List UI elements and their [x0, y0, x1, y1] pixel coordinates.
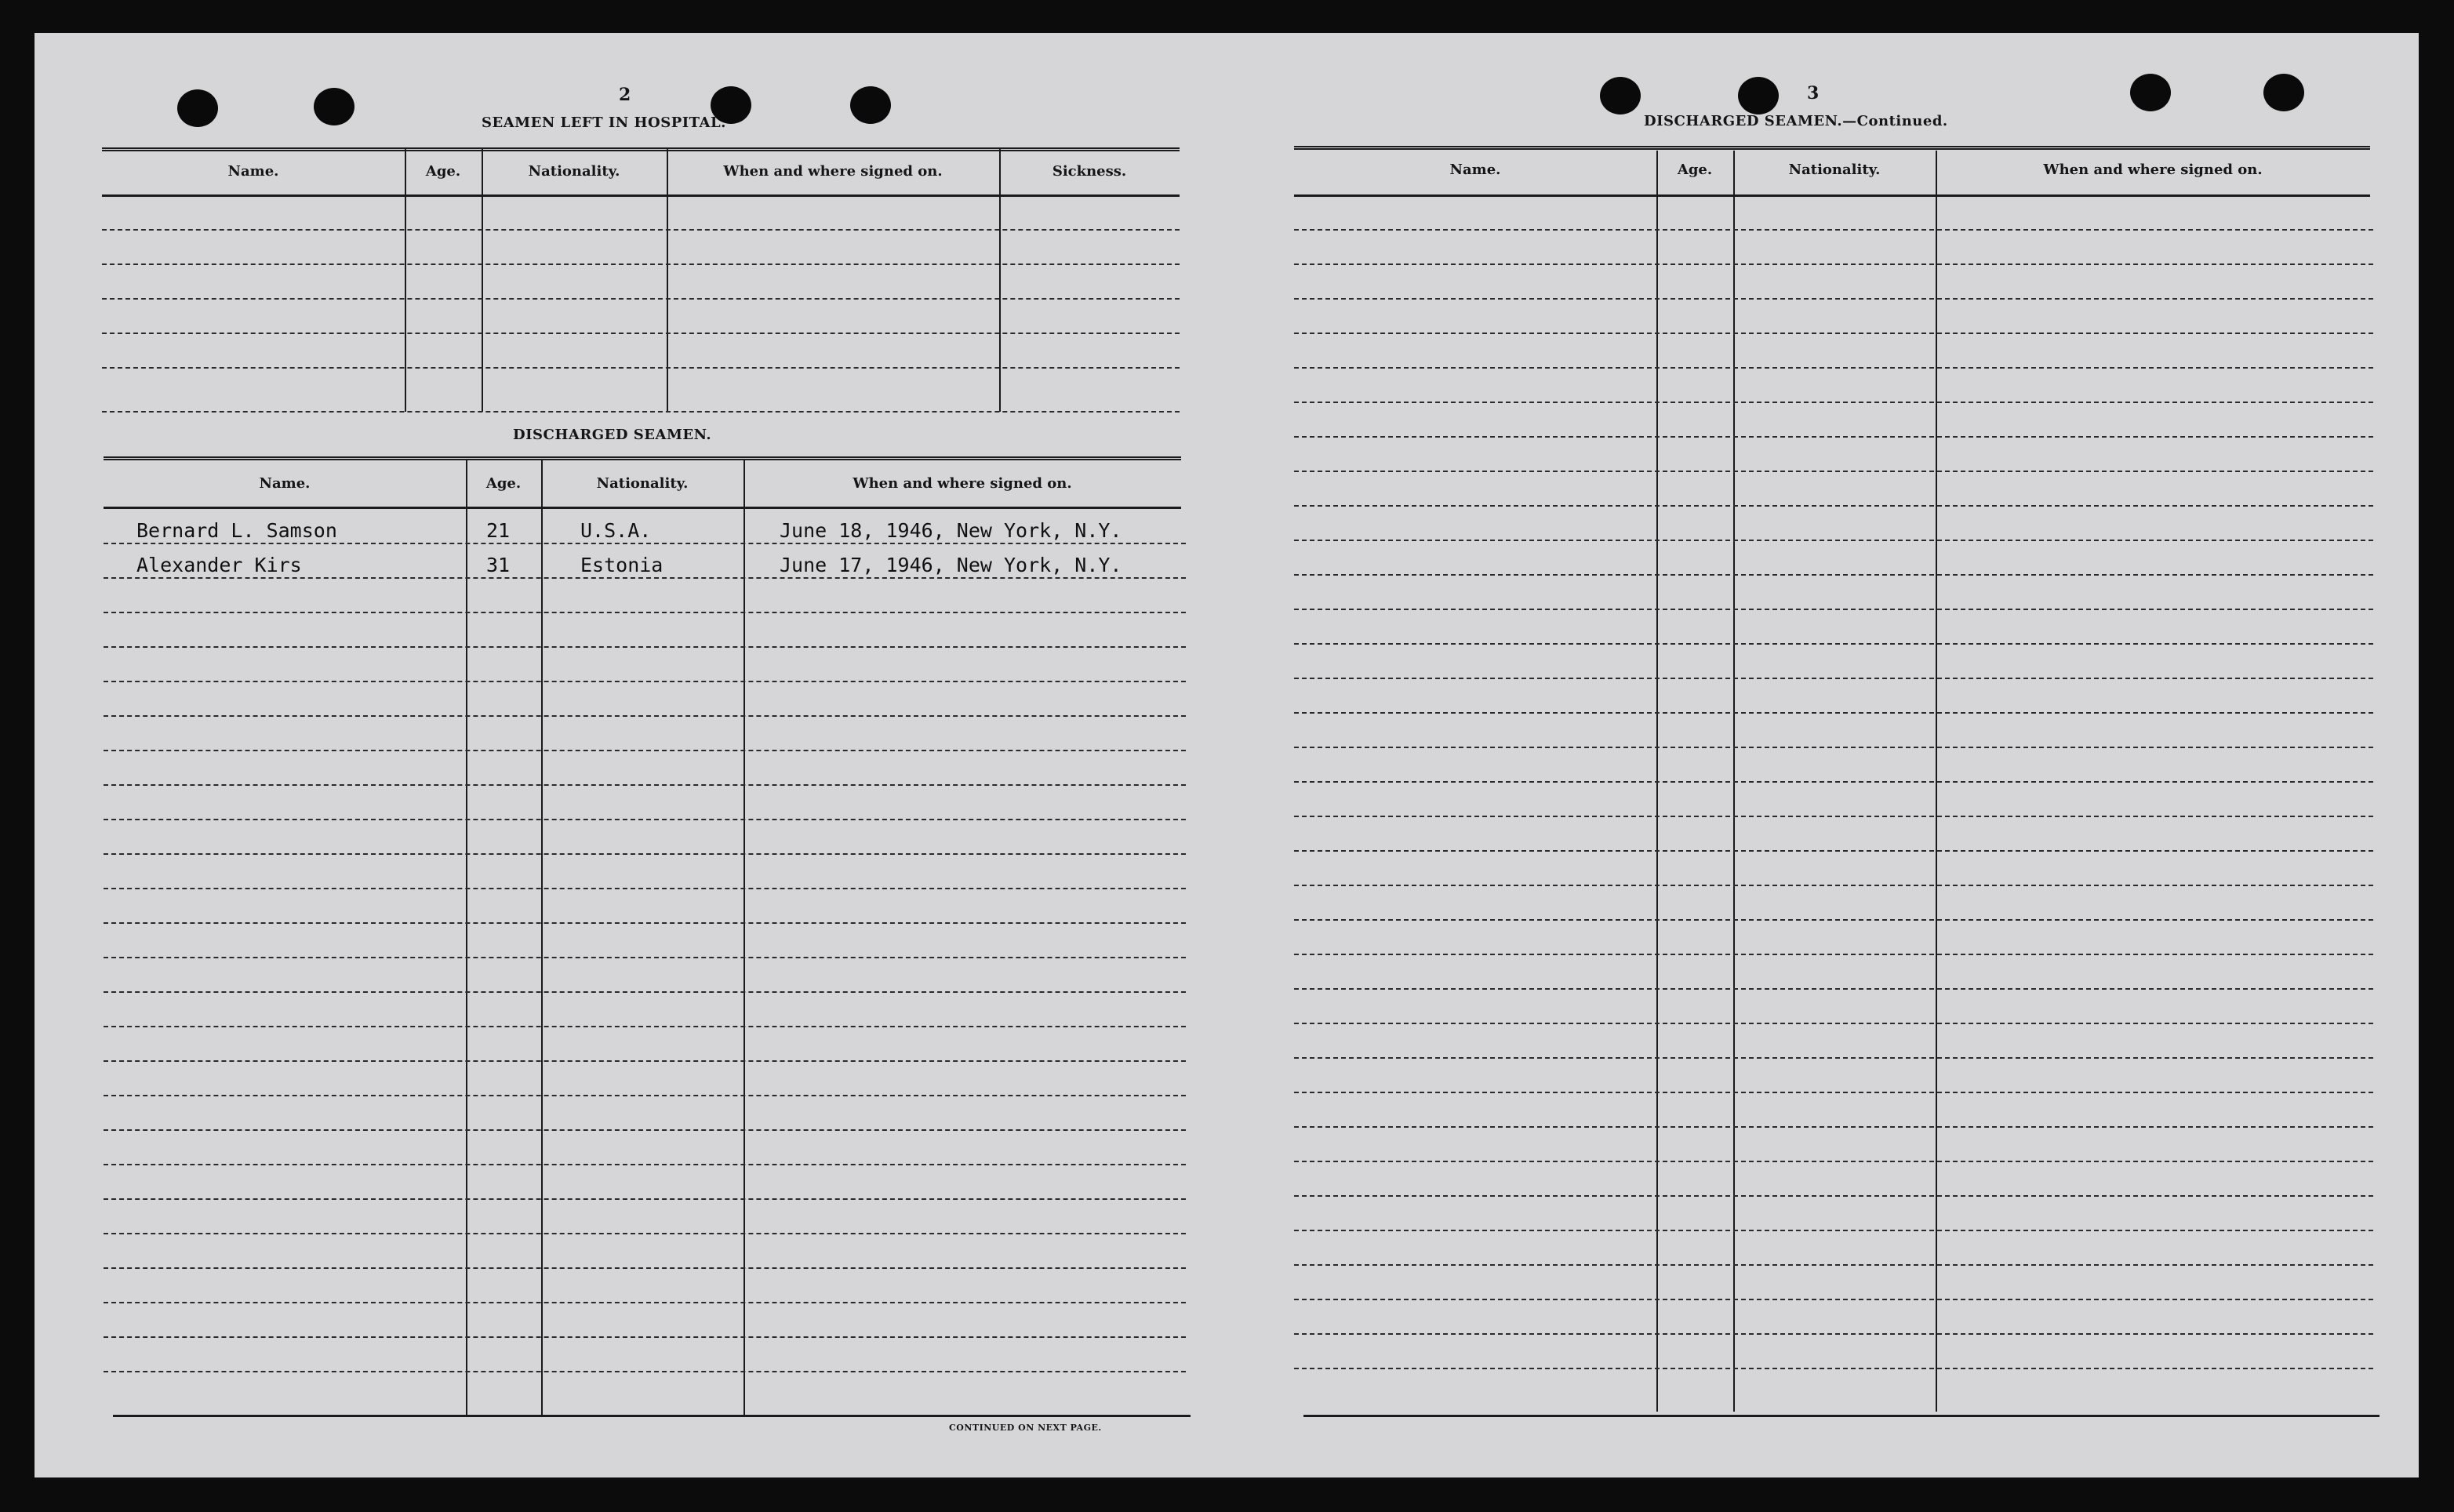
ruled-line: [1294, 229, 2373, 231]
continued-note: CONTINUED ON NEXT PAGE.: [949, 1423, 1102, 1433]
ruled-line: [1294, 1057, 2373, 1059]
ruled-line: [1294, 333, 2373, 334]
ruled-line: [104, 1026, 1186, 1027]
seaman-name: Bernard L. Samson: [136, 519, 337, 542]
ruled-line: [1294, 1092, 2373, 1093]
ruled-line: [104, 577, 1186, 579]
ruled-line: [1294, 1126, 2373, 1128]
ruled-line: [102, 333, 1180, 334]
table-top-rule: [1294, 146, 2370, 150]
ruled-line: [102, 367, 1180, 369]
ruled-line: [1294, 298, 2373, 300]
ruled-line: [1294, 1299, 2373, 1300]
header-rule: [1294, 194, 2370, 197]
column-divider: [999, 149, 1001, 412]
column-header-name: Name.: [1449, 162, 1501, 178]
column-header-nationality: Nationality.: [596, 475, 689, 492]
table-top-rule: [102, 147, 1180, 151]
seaman-name: Alexander Kirs: [136, 554, 302, 576]
column-header-nationality: Nationality.: [528, 163, 620, 180]
ruled-line: [1294, 1195, 2373, 1197]
ruled-line: [104, 1164, 1186, 1165]
column-header-name: Name.: [259, 475, 311, 492]
ruled-line: [1294, 609, 2373, 610]
punch-hole: [2130, 74, 2171, 111]
ruled-line: [1294, 1230, 2373, 1231]
column-header-nationality: Nationality.: [1788, 162, 1881, 178]
page-number: 2: [619, 85, 631, 105]
discharged-continued-title: DISCHARGED SEAMEN.—Continued.: [1644, 113, 1948, 129]
column-divider: [482, 149, 483, 412]
column-header-signed-on: When and where signed on.: [723, 163, 943, 180]
column-divider: [405, 149, 406, 412]
ruled-line: [104, 715, 1186, 717]
page-number: 3: [1807, 83, 1820, 104]
ruled-line: [104, 1267, 1186, 1269]
ruled-line: [1294, 954, 2373, 955]
column-header-age: Age.: [425, 163, 461, 180]
column-divider: [743, 460, 745, 1416]
column-header-age: Age.: [1677, 162, 1713, 178]
ruled-line: [1294, 781, 2373, 783]
ruled-line: [1294, 436, 2373, 438]
ruled-line: [1294, 402, 2373, 403]
header-rule: [102, 194, 1180, 197]
table-top-rule: [104, 456, 1181, 460]
punch-hole: [177, 89, 218, 127]
punch-hole: [314, 88, 354, 125]
ruled-line: [1294, 747, 2373, 748]
ruled-line: [104, 646, 1186, 648]
ruled-line: [104, 1302, 1186, 1303]
document-sheet: [35, 33, 2419, 1477]
ruled-line: [104, 750, 1186, 751]
seaman-age: 21: [486, 519, 511, 542]
ruled-line: [104, 1198, 1186, 1200]
ruled-line: [104, 612, 1186, 613]
ruled-line: [1294, 540, 2373, 541]
ruled-line: [102, 298, 1180, 300]
ruled-line: [104, 888, 1186, 889]
column-divider: [466, 460, 467, 1416]
column-header-signed-on: When and where signed on.: [2043, 162, 2263, 178]
seaman-signed-on: June 17, 1946, New York, N.Y.: [780, 554, 1122, 576]
seaman-age: 31: [486, 554, 511, 576]
ruled-line: [1294, 885, 2373, 886]
ruled-line: [1294, 643, 2373, 645]
ruled-line: [102, 264, 1180, 265]
hospital-section-title: SEAMEN LEFT IN HOSPITAL.: [482, 114, 726, 131]
ruled-line: [1294, 850, 2373, 852]
column-header-age: Age.: [485, 475, 522, 492]
column-header-signed-on: When and where signed on.: [853, 475, 1072, 492]
ruled-line: [1294, 712, 2373, 714]
ruled-line: [1294, 1264, 2373, 1266]
discharged-section-title: DISCHARGED SEAMEN.: [513, 427, 712, 443]
column-header-sickness: Sickness.: [1052, 163, 1127, 180]
table-bottom-rule: [113, 1415, 1191, 1417]
table-bottom-rule: [1303, 1415, 2379, 1417]
ruled-line: [102, 229, 1180, 231]
ruled-line: [1294, 264, 2373, 265]
ruled-line: [1294, 1161, 2373, 1162]
seaman-nationality: Estonia: [580, 554, 663, 576]
ruled-line: [1294, 1333, 2373, 1335]
ruled-line: [104, 784, 1186, 786]
ruled-line: [1294, 1368, 2373, 1369]
ruled-line: [1294, 988, 2373, 990]
ruled-line: [1294, 505, 2373, 507]
ruled-line: [1294, 919, 2373, 921]
ruled-line: [102, 411, 1180, 413]
ruled-line: [104, 957, 1186, 958]
ruled-line: [104, 1129, 1186, 1131]
header-rule: [104, 507, 1181, 509]
ruled-line: [1294, 816, 2373, 817]
column-header-name: Name.: [227, 163, 279, 180]
ruled-line: [1294, 574, 2373, 576]
column-divider: [541, 460, 543, 1416]
ruled-line: [104, 991, 1186, 993]
ruled-line: [104, 853, 1186, 855]
ruled-line: [104, 1233, 1186, 1234]
punch-hole: [1600, 77, 1641, 114]
ruled-line: [1294, 367, 2373, 369]
punch-hole: [1738, 77, 1779, 114]
ruled-line: [1294, 1023, 2373, 1024]
ruled-line: [104, 543, 1186, 544]
ruled-line: [104, 1060, 1186, 1062]
seaman-signed-on: June 18, 1946, New York, N.Y.: [780, 519, 1122, 542]
punch-hole: [2263, 74, 2304, 111]
ruled-line: [1294, 678, 2373, 679]
ruled-line: [104, 681, 1186, 682]
column-divider: [667, 149, 668, 412]
ruled-line: [104, 819, 1186, 820]
seaman-nationality: U.S.A.: [580, 519, 652, 542]
ruled-line: [1294, 471, 2373, 472]
punch-hole: [850, 86, 891, 124]
ruled-line: [104, 1095, 1186, 1096]
ruled-line: [104, 1336, 1186, 1338]
ruled-line: [104, 922, 1186, 924]
ruled-line: [104, 1371, 1186, 1372]
